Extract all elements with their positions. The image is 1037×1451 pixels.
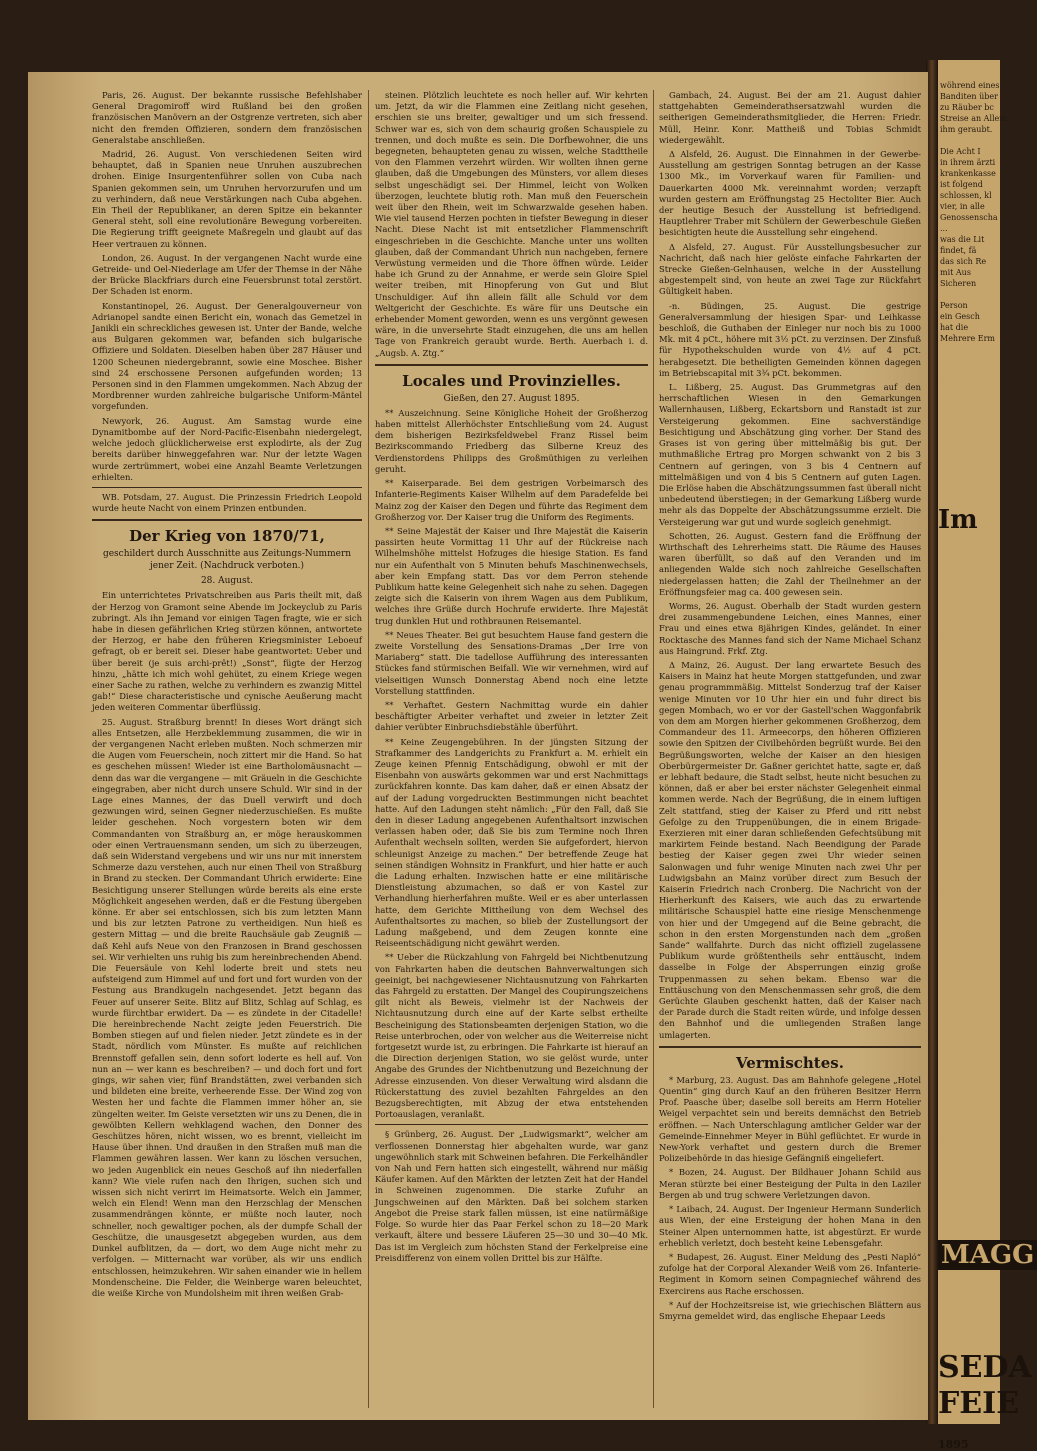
misc-news-item: * Bozen, 24. August. Der Bildhauer Johann Schild aus Meran stürzte bei einer Besteigung der Pulta in den Laziler Bergen ab und trug schwere Verletzungen davon.: [659, 1167, 921, 1200]
local-news-item: ** Keine Zeugengebühren. In der jüngsten Sitzung der Strafkammer des Landgerichts zu Frankfurt a. M. erhielt ein Zeuge keinen Pfennig Entschädigung, obwohl er mit der Eisenbahn von auswärts gekommen war und erst Nachmittags zurückfahren konnte. Das kam daher, daß er einen Absatz der auf der Ladung vorgedruckten Bestimmungen nicht beachtet hatte. Auf den Ladungen steht nämlich: „Für den Fall, daß Sie den in dieser Ladung angegebenen Aufenthaltsort inzwischen verlassen haben oder, daß Sie bis zum Termine noch Ihren Aufenthalt wechseln sollten, werden Sie aufgefordert, hiervon schleunigst Anzeige zu machen.“ Der betreffende Zeuge hat seinen ständigen Wohnsitz in Frankfurt, und hier hatte er auch die Ladung erhalten. Inzwischen hatte er eine militärische Dienstleistung abzumachen, so daß er von Kastel zur Verhandlung hierherfahren mußte. Weil er es aber unterlassen hatte, dem Gerichte Mittheilung von dem Wechsel des Aufenthaltsortes zu machen, so blieb der Zustellungsort der Ladung maßgebend, und dem Zeugen konnte eine Reiseentschädigung nicht gewährt werden.: [375, 736, 648, 949]
news-london: London, 26. August. In der vergangenen Nacht wurde eine Getreide- und Oel-Niederlage am Ufer der Themse in der Nähe der Brücke Blackfriars durch eine Feuersbrunst total zerstört. Der Schaden ist enorm.: [92, 252, 362, 297]
section-date-krieg: 28. August.: [200, 576, 254, 587]
local-news-item: ** Auszeichnung. Seine Königliche Hoheit der Großherzog haben mittelst Allerhöchster Entschließung vom 24. August dem bisherigen Bezirksfeldwebel Franz Rissel beim Bezirkscommando Friedberg das Silberne Kreuz des Verdienstordens Philipps des Großmüthigen zu verleihen geruht.: [375, 407, 648, 474]
divider: [92, 519, 362, 521]
section-subheading-krieg: geschildert durch Ausschnitte aus Zeitungs-Nummern jener Zeit. (Nachdruck verboten.): [102, 549, 352, 572]
newspaper-page: [28, 72, 928, 1420]
adjacent-page-edge: [936, 60, 1035, 1451]
local-news-item: ** Verhaftet. Gestern Nachmittag wurde ein dahier beschäftigter Arbeiter verhaftet und zweier in letzter Zeit dahier verübter Einbruchsdiebstähle überführt.: [375, 699, 648, 733]
column-rule: [653, 90, 654, 1408]
misc-news-item: * Marburg, 23. August. Das am Bahnhofe gelegene „Hotel Quentin“ ging durch Kauf an den früheren Besitzer Herrn Prof. Paasche über; daselbe soll bereits am Herrn Hotelier Weigel verpachtet sein und bereits demnächst den Betrieb eröffnen. — Nach Unterschlagung amtlicher Gelder war der Gemeinde-Einnehmer Meyer in Bühl geflüchtet. Er wurde in New-York verhaftet und gestern durch die Bremer Polizeibehörde in das hiesige Gefängniß eingeliefert.: [659, 1074, 921, 1164]
column-1: [92, 90, 362, 1410]
divider: [92, 487, 362, 488]
krieg-continuation: steinen. Plötzlich leuchtete es noch heller auf. Wir kehrten um. Jetzt, da wir die Flammen eine Zeitlang nicht gesehen, erschien sie uns breiter, gewaltiger und um sich fressend. Schwer war es, sich von dem schaurig großen Schauspiele zu trennen, und doch mußte es sein. Die Dorfbewohner, die uns begegneten, behaupteten genau zu wissen, welche Stadttheile von den Flammen verzehrt würden. Wir wollten ihnen gerne glauben, daß die Umgebungen des Münsters, vor allem dieses selbst ungeschädigt sei. Der Himmel, leicht von Wolken überzogen, leuchtete blutig roth. Man muß den Feuerschein weit über den Rhein, weit im Schwarzwalde gesehen haben. Wie viel tausend Herzen pochten in tiefster Bewegung in dieser Nacht. Diese Nacht ist mit entsetzlicher Flammenschrift eingeschrieben in die Geschichte. Manche unter uns wollten glauben, daß der Commandant Uhrich nun nachgeben, fernere Verwüstung vermeiden und die Thore öffnen würde. Leider habe ich Grund zu der Annahme, er werde sein Gloire Spiel weiter treiben, mit Hinopferung von Gut und Blut Unschuldiger. Auf ihn allein fällt alle Schuld vor dem Weltgericht der Geschichte. Es wäre für uns Deutsche ein erhebender Moment geworden, wenn es uns vergönnt gewesen wäre, in die unversehrte Stadt einzugehen, die uns am hellen Tage von Frankreich geraubt wurde. Berth. Auerbach i. d. „Augsb. A. Ztg.“: [375, 90, 648, 358]
adjacent-page-ad-maggi: MAGG: [938, 1240, 1037, 1270]
section-heading-locales: Locales und Provinzielles.: [402, 371, 621, 390]
adjacent-page-year: 1895: [938, 1438, 969, 1451]
adjacent-page-heading-1: Im: [938, 505, 978, 535]
news-madrid: Madrid, 26. August. Von verschiedenen Seiten wird behauptet, daß in Spanien neue Unruhen auszubrechen drohen. Einige Insurgentenführer sollen von Cuba nach Spanien gekommen sein, um Unruhen hervorzurufen und um zu verhindern, daß neue Verstärkungen nach Cuba abgehen. Ein Theil der Republikaner, an deren Spitze ein bekannter General steht, soll eine revolutionäre Bewegung vorbereiten. Die Regierung trifft geeignete Maßregeln und glaubt auf das Heer vertrauen zu können.: [92, 149, 362, 249]
local-news-item: § Grünberg, 26. August. Der „Ludwigsmarkt“, welcher am verflossenen Donnerstag hier abgehalten wurde, war ganz ungewöhnlich stark mit Schweinen befahren. Die Ferkelhändler von Nah und Fern hatten sich eingestellt, während nur mäßig Käufer kamen. Auf den Märkten der letzten Zeit hat der Handel in Schweinen zugenommen. Die starke Zufuhr an Jungschweinen auf den Märkten. Daß bei solchem starken Angebot die Preise stark fallen müssen, ist eine natürmäßige Folge. So wurde hier das Paar Ferkel schon zu 18—20 Mark verkauft, ältere und bessere Läuferen 25—30 und 30—40 Mk. Das ist im Vergleich zum höchsten Stand der Ferkelpreise eine Preisdifferenz von einem vollen Drittel bis zur Hälfte.: [375, 1129, 648, 1263]
regional-news-item: Schotten, 26. August. Gestern fand die Eröffnung der Wirthschaft des Lehrerheims statt. Die Räume des Hauses waren überfüllt, so daß auf den Veranden und im anliegenden Walde sich noch zahlreiche Gesellschaften niedergelassen hatten; die Zahl der Theilnehmer an der Eröffnungsfeier mag ca. 400 gewesen sein.: [659, 530, 921, 597]
regional-news-item: Worms, 26. August. Oberhalb der Stadt wurden gestern drei zusammengebundene Leichen, eines Mannes, einer Frau und eines etwa 8jährigen Kindes, geländet. In einer Rocktasche des Mannes fand sich der Name Michael Schanz aus Haingrund. Frkf. Ztg.: [659, 600, 921, 656]
section-heading-krieg: Der Krieg von 1870/71,: [129, 527, 325, 546]
misc-news-item: * Auf der Hochzeitsreise ist, wie griechischen Blättern aus Smyrna gemeldet wird, das englische Ehepaar Leeds: [659, 1299, 921, 1321]
section-dateline-locales: Gießen, den 27. August 1895.: [443, 393, 580, 404]
news-konstantinopel: Konstantinopel, 26. August. Der Generalgouverneur von Adrianopel sandte einen Bericht ein, wonach das Gemetzel in Janikli ein schreckliches gewesen ist. Unter der Bande, welche aus Bulgaren gekommen war, befanden sich bulgarische Offiziere und Soldaten. Dieselben haben über 287 Häuser und 1200 Scheunen niedergebrannt, sowie eine Moschee. Bisher sind 24 erschossene Personen aufgefunden worden; 13 Personen sind in den Flammen umgekommen. Nach Abzug der Mordbrenner wurden zahlreiche bulgarische Uniform-Mäntel vorgefunden.: [92, 300, 362, 412]
misc-news-item: * Budapest, 26. August. Einer Meldung des „Pesti Napló“ zufolge hat der Corporal Alexander Weiß vom 26. Infanterie-Regiment in Komorn seinen Compagniechef während des Exercirens aus Rache erschossen.: [659, 1251, 921, 1296]
regional-news-item: -n. Büdingen, 25. August. Die gestrige Generalversammlung der hiesigen Spar- und Leihkasse beschloß, die Guthaben der Einleger nur noch bis zu 1000 Mk. mit 4 pCt., höhere mit 3½ pCt. zu verzinsen. Der Zinsfuß für Hypothekschulden wurde von 4½ auf 4 pCt. herabgesetzt. Die betheiligten Gemeinden können dagegen im Betriebscapital mit 3¾ pCt. bekommen.: [659, 300, 921, 378]
news-paris: Paris, 26. August. Der bekannte russische Befehlshaber General Dragomiroff wird Rußland bei den großen französischen Manövern an der Ostgrenze vertreten, sich aber nicht den fremden Offizieren, sondern dem französischen Generalstabe anschließen.: [92, 90, 362, 145]
local-news-item: ** Neues Theater. Bei gut besuchtem Hause fand gestern die zweite Vorstellung des Sensations-Dramas „Der Irre von Mariaberg“ statt. Die tadellose Aufführung des interessanten Stückes fand stürmischen Beifall. Wie wir vernehmen, wird auf vielseitigen Wunsch Donnerstag Abend noch eine letzte Vorstellung stattfinden.: [375, 629, 648, 696]
regional-news-item: L. Lißberg, 25. August. Das Grummetgras auf den herrschaftlichen Wiesen in den Gemarkungen Wallernhausen, Lißberg, Eckartsborn und Ranstadt ist zur Versteigerung gekommen. Eine sachverständige Besichtigung und Abschätzung ging vorher. Der Stand des Grases ist von gering über mittelmäßig bis gut. Der muthmaßliche Ertrag pro Morgen schwankt von 2 bis 3 Centnern auf geringen, von 3 bis 4 Centnern auf mittelmäßigen und von 4 bis 5 Centnern auf guten Lagen. Die Erlöse haben die Abschätzungssummen fast überall nicht unbedeutend überstiegen; in der Gemarkung Lißberg wurde mehr als das Doppelte der Abschätzungssumme erzielt. Die Versteigerung war gut und wurde sogleich genehmigt.: [659, 382, 921, 527]
regional-news-item: Δ Alsfeld, 27. August. Für Ausstellungsbesucher zur Nachricht, daß nach hier gelöste einfache Fahrkarten der Strecke Gießen-Gelnhausen, welche in der Ausstellung abgestempelt sind, von heute an zwei Tage zur Rückfahrt Gültigkeit haben.: [659, 241, 921, 297]
regional-news-item: Δ Alsfeld, 26. August. Die Einnahmen in der Gewerbe-Ausstellung am gestrigen Sonntag betrugen an der Kasse 1300 Mk., im Vorverkauf waren für Familien- und Dauerkarten 4000 Mk. vereinnahmt worden; verzapft wurden gestern am Eröffnungstag 25 Hectoliter Bier. Auch der heutige Besuch der Ausstellung ist befriedigend. Hauptlehrer Traber mit Schülern der Gewerbeschule Gießen besichtigten heute die Ausstellung sehr eingehend.: [659, 149, 921, 238]
divider: [375, 364, 648, 366]
column-rule: [368, 90, 369, 1408]
news-potsdam: WB. Potsdam, 27. August. Die Prinzessin Friedrich Leopold wurde heute Nacht von einem Prinzen entbunden.: [92, 491, 362, 514]
adjacent-page-text: wöhrend eines Banditen über zu Räuber bc Streise an Allem ihm geraubt. Die Acht I in ihrem ärzti krankenkasse ist folgend schlossen, kl vier, in alle Genossenscha ... was die Lit findet, fä das sich Re mit Aus Sicheren Person ein Gesch hat die Mehrere Erm: [940, 81, 1007, 343]
local-news-item: ** Kaiserparade. Bei dem gestrigen Vorbeimarsch des Infanterie-Regiments Kaiser Wilhelm auf dem Paradefelde bei Mainz zog der Kaiser den Degen und führte das Regiment dem Großherzog vor. Der Kaiser trug die Uniform des Regiments.: [375, 478, 648, 522]
divider: [659, 1046, 921, 1048]
krieg-paragraph: Ein unterrichtetes Privatschreiben aus Paris theilt mit, daß der Herzog von Gramont seine Abende im Jockeyclub zu Paris zubringt. Als ihn Jemand vor einigen Tagen fragte, wie er sich habe in diesen gefährlichen Krieg stürzen können, antwortete der Herzog, er habe den früheren Kriegsminister Leboeuf gefragt, ob er bereit sei. Dieser habe geantwortet: Ueber und über bereit (je suis archi-prêt!) „Sonst“, fügte der Herzog hinzu, „hätte ich mich wohl gehütet, zu einem Kriege wegen einer Sache zu rathen, welche zu verhindern es zwanzig Mittel gab!“ Diese characteristische und cynische Aeußerung macht jeden weiteren Commentar überflüssig.: [92, 590, 362, 713]
section-heading-vermischtes: Vermischtes.: [736, 1053, 844, 1072]
local-news-item: ** Ueber die Rückzahlung von Fahrgeld bei Nichtbenutzung von Fahrkarten haben die deutschen Bahnverwaltungen sich geeinigt, bei nachgewiesener Nichtausnutzung von Fahrkarten das Fahrgeld zu erstatten. Der Mangel des Coupirungszeichens gilt nicht als Beweis, vielmehr ist der Nachweis der Nichtausnutzung durch eine auf der Karte selbst ertheilte Bescheinigung des Stationsbeamten derjenigen Station, wo die Reise unterbrochen, oder von welcher aus die Weiterreise nicht fortgesetzt wurde ist, zu erbringen. Die Fahrkarte ist hierauf an die Direction derjenigen Station, wo sie gelöst wurde, unter Angabe des Grundes der Nichtbenutzung und Bezeichnung der Adresse einzusenden. Von dieser Verwaltung wird alsdann die Rückerstattung des zuviel bezahlten Fahrgeldes an den Bezugsberechtigten, mit Abzug der etwa entstehenden Portoauslagen, veranlaßt.: [375, 952, 648, 1120]
divider: [375, 1124, 648, 1125]
misc-news-item: * Laibach, 24. August. Der Ingenieur Hermann Sunderlich aus Wien, der eine Ersteigung der hohen Mana in den Steiner Alpen unternommen hatte, ist abgestürzt. Er wurde erheblich verletzt, doch besteht keine Lebensgefahr.: [659, 1204, 921, 1248]
regional-news-item: Δ Mainz, 26. August. Der lang erwartete Besuch des Kaisers in Mainz hat heute Morgen stattgefunden, und zwar genau programmmäßig. Mittelst Sonderzug traf der Kaiser wenige Minuten vor 10 Uhr hier ein und fuhr direct bis gegen Mombach, wo er vor der Gastell'schen Waggonfabrik von dem am Morgen hierher gekommenen Großherzog, dem Commandeur des 11. Armeecorps, den höheren Offizieren sowie den Spitzen der Civilbehörden begrüßt wurde. Bei den Begrüßungsworten, welche der Kaiser an den hiesigen Oberbürgermeister Dr. Gaßner gerichtet hatte, sagte er, daß er lebhaft bedaure, die Stadt selbst, heute nicht besuchen zu können, daß er aber bei erster nächster Gelegenheit einmal kommen werde. Nach der Begrüßung, die in einem luftigen Zelt stattfand, stieg der Kaiser zu Pferd und ritt nebst Gefolge zu den Truppenübungen, die in einem Brigade-Exerzieren mit einer daran schließenden Gefechtsübung mit markirtem Feinde bestand. Nach Beendigung der Parade bestieg der Kaiser gegen zwei Uhr wieder seinen Salonwagen und fuhr wenige Minuten nach zwei Uhr per Ludwigsbahn an Mainz vorüber direct zum Besuch der Kaiserin Friedrich nach Cronberg. Die Nachricht von der Hierherkunft des Kaisers, wie auch das zu erwartende militärische Schauspiel hatte eine riesige Menschenmenge von hier und der Umgegend auf die Beine gebracht, die schon in den ersten Morgenstunden nach dem „großen Sande“ wallfahrte. Durch das nicht offiziell zugelassene Publikum wurde größtentheils sehr enttäuscht, indem dasselbe in Folge der Absperrungen einzig große Truppenmassen zu sehen bekam. Ebenso war die Enttäuschung von den Menschenmassen sehr groß, die dem Gerüchte Glauben geschenkt hatten, daß der Kaiser nach der Parade durch die Stadt reiten würde, und infolge dessen den Bahnhof und die umliegenden Straßen lange umlagerten.: [659, 659, 921, 1040]
column-3: [659, 90, 921, 1410]
local-news-item: ** Seine Majestät der Kaiser und Ihre Majestät die Kaiserin passirten heute Vormittag 11 Uhr auf der Rückreise nach Wilhelmshöhe mittelst Hofzuges die hiesige Station. Es fand nur ein Aufenthalt von 5 Minuten behufs Maschinenwechsels, aber kein Empfang statt. Das vor dem Perron stehende Publikum hatte keine Gelegenheit sich nahe zu sehen. Dagegen zeigte sich die Kaiserin von ihrem Wagen aus dem Publikum, welches ihre Grüße durch Hochrufe erwiderte. Ihre Majestät trug dunklen Hut und rothbraunen Reisemantel.: [375, 525, 648, 626]
adjacent-page-ad-feier: FEIE: [938, 1386, 1020, 1421]
adjacent-page-ad-sedan: SEDA: [938, 1350, 1032, 1385]
column-2: [375, 90, 648, 1410]
krieg-paragraph: 25. August. Straßburg brennt! In dieses Wort drängt sich alles Entsetzen, alle Herzbeklemmung zusammen, die wir in der vergangenen Nacht erleben mußten. Noch schmerzen mir die Augen vom Feuerschein, noch zittert mir die Hand. So hat es geschehen müssen! Wieder ist eine Bartholomäusnacht — denn das war die vergangene — mit Gräueln in die Geschichte eingegraben, aber nicht durch unsere Schuld. Wir sind in der Lage eines Mannes, der das Duell verwirft und doch gezwungen wird, seinen Gegner niederzuschießen. Es mußte leider geschehen. Noch vorgestern boten wir dem Commandanten von Straßburg an, er möge herauskommen oder einen Vertrauensmann senden, um sich zu überzeugen, daß sein Widerstand vergebens und wir uns nur mit innerstem Schmerze dazu verstehen, auch nur einen Theil von Straßburg in Brand zu stecken. Der Commandant Uhrich erwiderte: Eine Besichtigung unserer Stellungen würde bereits als eine erste Möglichkeit angesehen werden, daß er die Festung übergeben könne. Er aber sei entschlossen, sich bis zum letzten Mann und bis zur letzten Patrone zu vertheidigen. Nun hieß es gestern Mittag — und die breite Rauchsäule gab Zeugniß — daß Kehl aufs Neue von den Franzosen in Brand geschossen sei. Wir verhielten uns ruhig bis zum hereinbrechenden Abend. Die Feuersäule von Kehl loderte breit und stets neu aufsteigend zum Himmel auf und fort und fort wurden von der Festung aus Brandkugeln nachgesendet. Jetzt begann das Feuer auf unserer Seite. Blitz auf Blitz, Schlag auf Schlag, es wurde fürchtbar erwidert. Da — es zündete in der Citadelle! Die hereinbrechende Nacht zeigte jeden Feuerstrich. Die Bomben stiegen auf und fielen nieder. Jetzt zündete es in der Stadt, nördlich vom Münster. Es mußte auf reichlichen Brennstoff gefallen sein, denn sofort loderte es hell auf. Von nun an — wer kann es beschreiben? — und doch fort und fort gings, wir sahen vier, fünf Brandstätten, zwei verbanden sich und bildeten eine breite, verheerende Esse. Der Wind zog von Westen her und fachte die Flammen immer höher an, sie züngelten weiter. Im Geiste versetzten wir uns zu Denen, die in gewölbten Kellern wehklagend wachen, den Donner des Geschützes hören, nicht wissen, wo es brennt, vielleicht im Hause über ihnen. Und draußen in den Straßen muß man die Flammen gewähren lassen. Wer kann zu löschen versuchen, wo jeden Augenblick ein neues Geschoß auf ihn niederfallen kann? Wie viele rufen nach den Ihrigen, suchen sich und wissen sich nicht verirrt im Heimatsorte. Welch ein Jammer, welch ein Elend! Wenn man den Herzschlag der Menschen zusammendrängen könnte, er müßte noch lauter, noch schneller, noch gewaltiger pochen, als der dumpfe Schall der Geschütze, die unausgesetzt abgegeben wurden, aus dem Dunkel aufblitzen, da — dort, wo dem Auge nicht mehr zu verfolgen. — Mitternacht war vorüber, als wir uns endlich entschlossen, heimzukehren. Wir sahen einander wie in hellem Mondenscheine. Die Felder, die Weinberge waren beleuchtet, die weiße Kirche von Mundolsheim mit ihren weißen Grab-: [92, 716, 362, 1298]
news-newyork: Newyork, 26. August. Am Samstag wurde eine Dynamitbombe auf der Nord-Pacific-Eisenbahn niedergelegt, welche jedoch glücklicherweise erst explodirte, als der Zug bereits darüber hinweggefahren war. Nur der letzte Wagen wurde zertrümmert, wobei eine Anzahl Beamte Verletzungen erhielten.: [92, 415, 362, 482]
regional-news-item: Gambach, 24. August. Bei der am 21. August dahier stattgehabten Gemeinderathsersatzwahl wurden die seitherigen Gemeinderathsmitglieder, die Herren: Friedr. Müll, Heinr. Konr. Mattheiß und Tobias Schmidt wiedergewählt.: [659, 90, 921, 145]
